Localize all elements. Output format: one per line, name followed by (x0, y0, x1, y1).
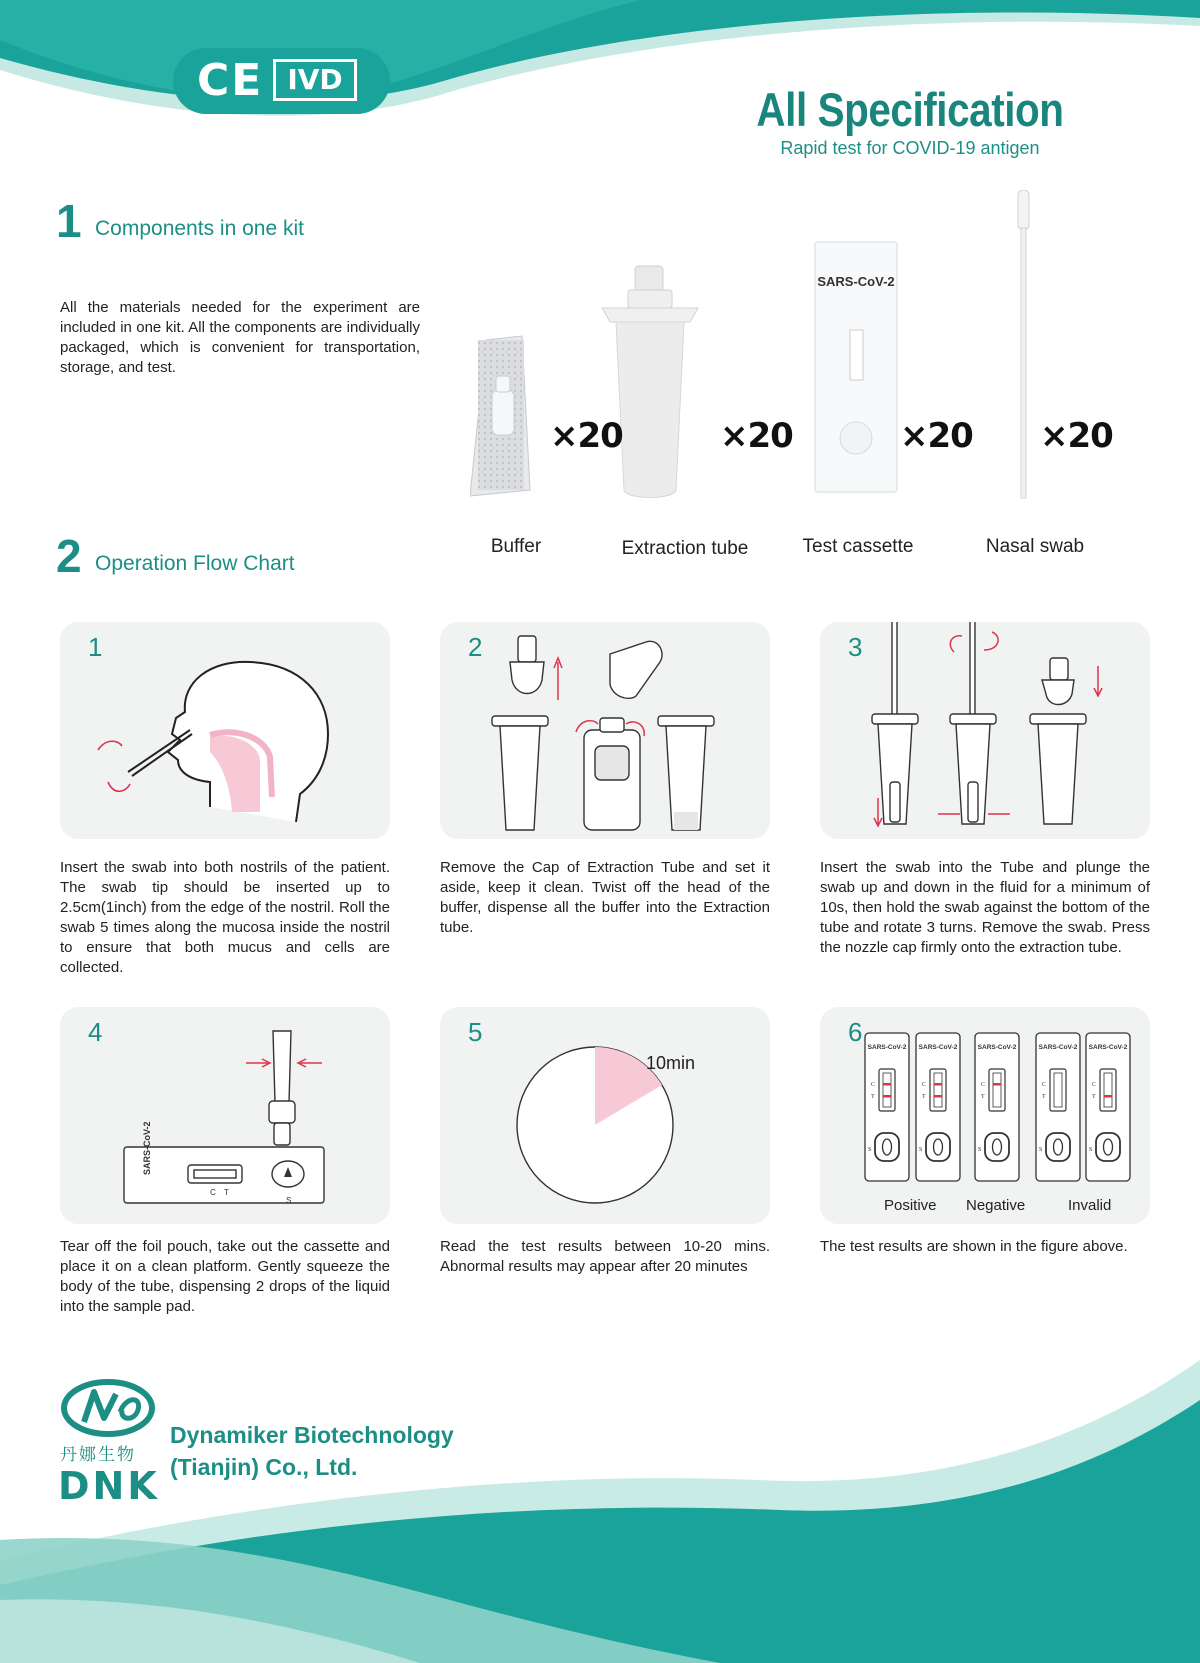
extraction-steps-illustration (440, 622, 770, 839)
section-number-components: 1 (56, 195, 82, 247)
section-title-flow: Operation Flow Chart (95, 552, 295, 575)
step-card-4 (60, 1007, 390, 1224)
nasal-swab-icon (1018, 190, 1029, 498)
cassette-label: SARS-CoV-2 (817, 274, 895, 289)
section-number-flow: 2 (56, 530, 82, 582)
timer-illustration (440, 1007, 770, 1224)
extraction-tube-icon (602, 266, 698, 498)
head-swab-illustration (60, 622, 390, 839)
step-number: 5 (468, 1017, 483, 1047)
page-title: All Specification (756, 83, 1064, 136)
sample-mark: S (286, 1196, 292, 1205)
svg-text:C: C (871, 1082, 876, 1088)
company-logo-brand: DNK (58, 1464, 160, 1508)
svg-text:T: T (1092, 1094, 1096, 1100)
result-cassette (865, 1033, 909, 1181)
buffer-ampoule-icon (470, 336, 530, 496)
step-card-5 (440, 1007, 770, 1224)
ce-mark: CE (197, 55, 264, 106)
svg-text:SARS-CoV-2: SARS-CoV-2 (977, 1044, 1017, 1051)
buffer-count: ×20 (550, 416, 623, 456)
step-card-1 (60, 622, 390, 839)
svg-text:C: C (1042, 1082, 1047, 1088)
certification-badge (173, 48, 390, 114)
kit-components-illustration (470, 190, 1120, 530)
control-line (883, 1083, 891, 1086)
step-number: 1 (88, 632, 103, 662)
extraction-tube-count: ×20 (720, 416, 793, 456)
step-card-3 (820, 622, 1150, 839)
company-name-line2: (Tianjin) Co., Ltd. (170, 1454, 358, 1480)
step-card-2 (440, 622, 770, 839)
control-line (934, 1083, 942, 1086)
test-line (934, 1095, 942, 1098)
extraction-tube-label: Extraction tube (621, 538, 749, 559)
test-cassette-count: ×20 (900, 416, 973, 456)
svg-text:T: T (1042, 1094, 1046, 1100)
svg-text:SARS-CoV-2: SARS-CoV-2 (918, 1044, 958, 1051)
step-card-6 (820, 1007, 1150, 1224)
ivd-badge: IVD (273, 59, 357, 101)
cassette-label: SARS-CoV-2 (142, 1121, 152, 1175)
step-description-2: Remove the Cap of Extraction Tube and set it aside, keep it clean. Twist off the head of the buffer, dispense all the buffer into the Extraction tube. (440, 859, 770, 936)
result-cassette (1036, 1033, 1080, 1181)
control-line (993, 1083, 1001, 1086)
result-cassette (975, 1033, 1019, 1181)
nasal-swab-label: Nasal swab (985, 536, 1085, 557)
company-name-line1: Dynamiker Biotechnology (170, 1422, 454, 1448)
svg-text:S: S (1089, 1147, 1093, 1153)
svg-text:T: T (981, 1094, 985, 1100)
section-title-components: Components in one kit (95, 217, 304, 240)
result-label-invalid: Invalid (1068, 1197, 1112, 1214)
intro-paragraph: All the materials needed for the experiment are included in one kit. All the components are individually packaged, which is convenient for transportation, storage, and test. (60, 299, 420, 376)
step-number: 6 (848, 1017, 863, 1047)
test-line (1104, 1095, 1112, 1098)
test-cassette-label: Test cassette (802, 536, 914, 557)
control-mark: C (210, 1188, 216, 1197)
result-label-negative: Negative (966, 1197, 1026, 1214)
test-line (883, 1095, 891, 1098)
step-description-3: Insert the swab into the Tube and plunge the swab up and down in the fluid for a minimum of 10s, then hold the swab against the bottom of the tube and rotate 3 turns. Remove the swab. Press the nozzle cap firmly onto the extraction tube. (820, 859, 1150, 956)
svg-text:S: S (978, 1147, 982, 1153)
step-number: 4 (88, 1017, 103, 1047)
step-description-5: Read the test results between 10-20 mins. Abnormal results may appear after 20 minutes (440, 1238, 770, 1275)
result-cassette (1086, 1033, 1130, 1181)
step-number: 2 (468, 632, 483, 662)
svg-text:SARS-CoV-2: SARS-CoV-2 (867, 1044, 907, 1051)
svg-text:S: S (919, 1147, 923, 1153)
result-cassette (916, 1033, 960, 1181)
test-mark: T (224, 1188, 229, 1197)
svg-text:C: C (981, 1082, 986, 1088)
svg-text:SARS-CoV-2: SARS-CoV-2 (1088, 1044, 1128, 1051)
timer-label: 10min (646, 1053, 696, 1073)
test-cassette-icon (815, 242, 897, 492)
svg-text:T: T (871, 1094, 875, 1100)
cassette-dispense-illustration (60, 1007, 390, 1224)
swab-mixing-illustration (820, 622, 1150, 839)
buffer-label: Buffer (490, 536, 542, 557)
result-label-positive: Positive (884, 1197, 937, 1214)
step-description-1: Insert the swab into both nostrils of the patient. The swab tip should be inserted up to 2.5cm(1inch) from the edge of the nostril. Roll the swab 5 times along the mucosa inside the nostril to ensure that both mucus and cells are collected. (60, 859, 390, 976)
svg-text:SARS-CoV-2: SARS-CoV-2 (1038, 1044, 1078, 1051)
svg-text:S: S (1039, 1147, 1043, 1153)
svg-text:C: C (1092, 1082, 1097, 1088)
nasal-swab-count: ×20 (1040, 416, 1113, 456)
page-subtitle: Rapid test for COVID-19 antigen (780, 138, 1040, 158)
step-number: 3 (848, 632, 863, 662)
step-description-6: The test results are shown in the figure above. (820, 1238, 1128, 1255)
results-illustration (820, 1007, 1150, 1224)
company-logo-icon (60, 1378, 156, 1438)
company-logo-chinese: 丹娜生物 (60, 1445, 136, 1465)
svg-text:T: T (922, 1094, 926, 1100)
svg-text:S: S (868, 1147, 872, 1153)
step-description-4: Tear off the foil pouch, take out the cassette and place it on a clean platform. Gently squeeze the body of the tube, dispensing 2 drops of the liquid into the sample pad. (60, 1238, 390, 1315)
svg-text:C: C (922, 1082, 927, 1088)
